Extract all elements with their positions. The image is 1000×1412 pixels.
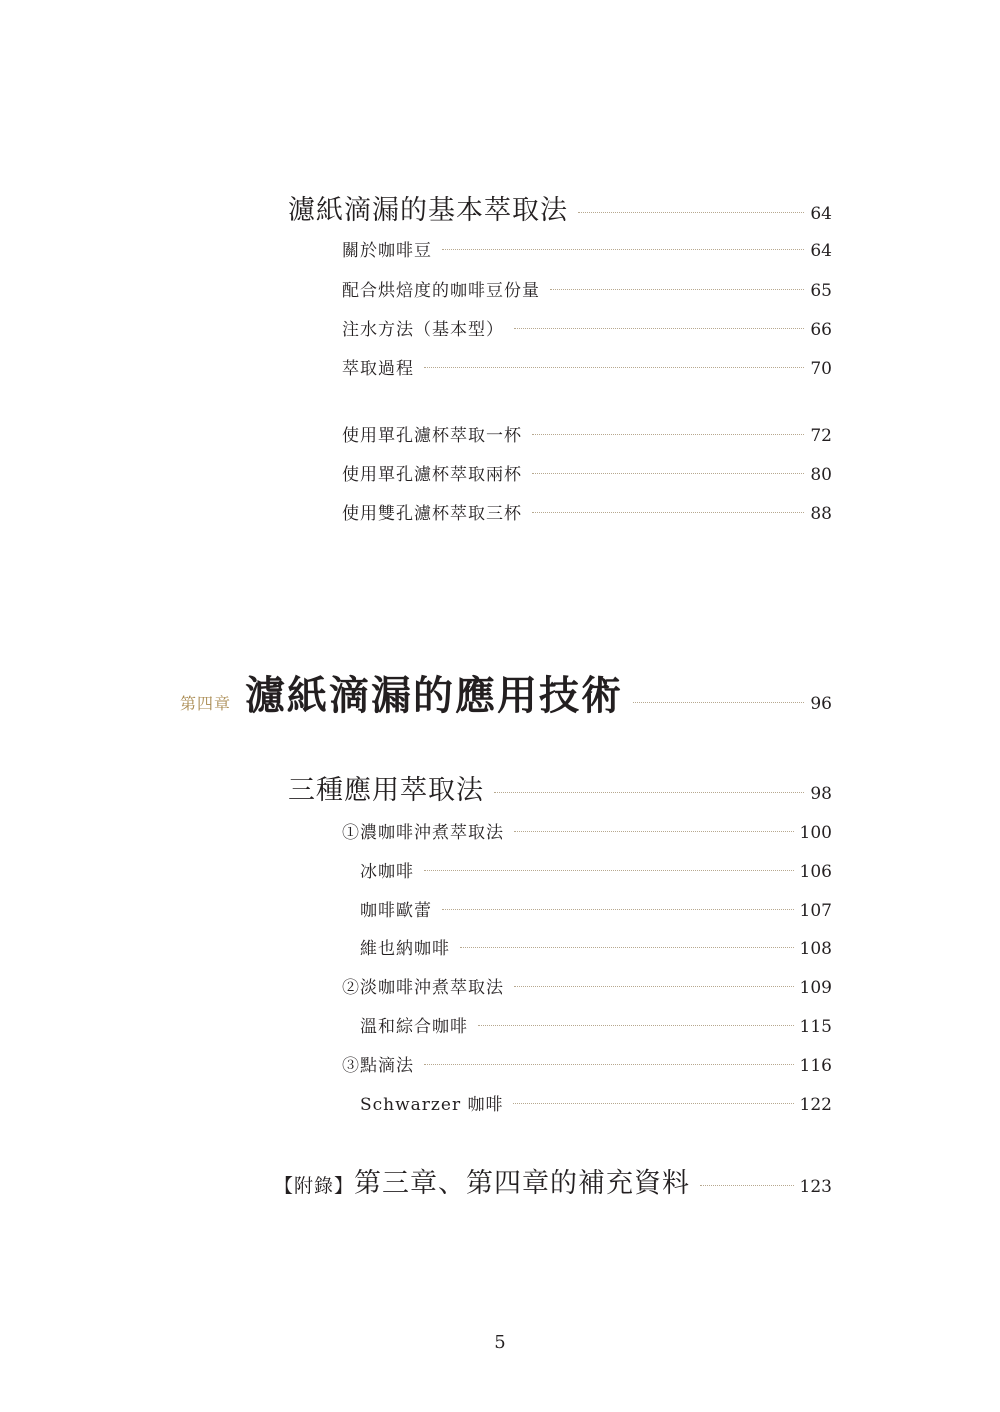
dot-leader	[550, 289, 804, 290]
toc-page: 64	[810, 204, 832, 224]
toc-page: 116	[799, 1056, 832, 1076]
toc-entry	[342, 1051, 832, 1076]
dot-leader	[514, 986, 794, 987]
dot-leader	[700, 1185, 794, 1186]
toc-title: 咖啡歐蕾	[360, 901, 432, 921]
toc-page: 109	[799, 978, 832, 998]
toc-entry	[342, 315, 832, 340]
toc-entry	[360, 857, 832, 882]
dot-leader	[532, 512, 804, 513]
dot-leader	[633, 702, 804, 703]
toc-title: ③點滴法	[342, 1056, 414, 1076]
toc-page: 123	[799, 1177, 832, 1197]
toc-title: 使用雙孔濾杯萃取三杯	[342, 504, 522, 524]
toc-title: ①濃咖啡沖煮萃取法	[342, 823, 504, 843]
toc-entry	[342, 276, 832, 301]
toc-title: 使用單孔濾杯萃取兩杯	[342, 465, 522, 485]
toc-chapter-4	[180, 664, 832, 721]
toc-page: 122	[799, 1095, 832, 1115]
toc-title: Schwarzer 咖啡	[360, 1095, 504, 1115]
toc-title: 注水方法（基本型）	[342, 320, 504, 340]
toc-title: 冰咖啡	[360, 862, 414, 882]
toc-entry	[342, 354, 832, 379]
dot-leader	[494, 792, 804, 793]
toc-entry-section2	[288, 768, 832, 807]
toc-entry	[360, 1090, 832, 1115]
toc-title: 萃取過程	[342, 359, 414, 379]
toc-page: 88	[810, 504, 832, 524]
dot-leader	[578, 212, 804, 213]
toc-page: 72	[810, 426, 832, 446]
dot-leader	[424, 870, 794, 871]
dot-leader	[460, 947, 794, 948]
toc-title: 使用單孔濾杯萃取一杯	[342, 426, 522, 446]
toc-page: 108	[799, 939, 832, 959]
toc-entry	[342, 421, 832, 446]
dot-leader	[424, 367, 804, 368]
toc-title: ②淡咖啡沖煮萃取法	[342, 978, 504, 998]
toc-entry	[342, 973, 832, 998]
toc-entry	[360, 1012, 832, 1037]
dot-leader	[513, 1103, 793, 1104]
toc-page: 70	[810, 359, 832, 379]
toc-entry	[342, 460, 832, 485]
appendix-label: 【附錄】	[274, 1175, 355, 1197]
toc-page: 107	[799, 901, 832, 921]
toc-page: 98	[810, 784, 832, 804]
dot-leader	[532, 473, 804, 474]
toc-entry-appendix	[274, 1161, 832, 1200]
toc-entry	[342, 236, 832, 261]
toc-page: 80	[810, 465, 832, 485]
dot-leader	[442, 249, 804, 250]
toc-page: 106	[799, 862, 832, 882]
dot-leader	[442, 909, 794, 910]
toc-page: 115	[799, 1017, 832, 1037]
chapter-label: 第四章	[180, 694, 232, 713]
toc-title: 關於咖啡豆	[342, 241, 432, 261]
toc-title: 維也納咖啡	[360, 939, 450, 959]
toc-page: 66	[810, 320, 832, 340]
toc-title: 溫和綜合咖啡	[360, 1017, 468, 1037]
toc-entry	[360, 896, 832, 921]
toc-title: 濾紙滴漏的基本萃取法	[288, 195, 568, 226]
toc-title: 配合烘焙度的咖啡豆份量	[342, 281, 540, 301]
toc-page: 65	[810, 281, 832, 301]
dot-leader	[532, 434, 804, 435]
dot-leader	[514, 328, 804, 329]
page-number: 5	[494, 1332, 506, 1353]
dot-leader	[478, 1025, 794, 1026]
appendix-title: 第三章、第四章的補充資料	[354, 1168, 691, 1199]
toc-page: 100	[799, 823, 832, 843]
toc-entry	[342, 499, 832, 524]
dot-leader	[424, 1064, 794, 1065]
toc-entry-section1	[288, 188, 832, 227]
chapter-title: 濾紙滴漏的應用技術	[245, 672, 624, 719]
dot-leader	[514, 831, 794, 832]
toc-entry	[360, 934, 832, 959]
toc-page: 64	[810, 241, 832, 261]
toc-entry	[342, 818, 832, 843]
toc-page: 96	[810, 694, 832, 714]
toc-title: 三種應用萃取法	[288, 775, 484, 806]
